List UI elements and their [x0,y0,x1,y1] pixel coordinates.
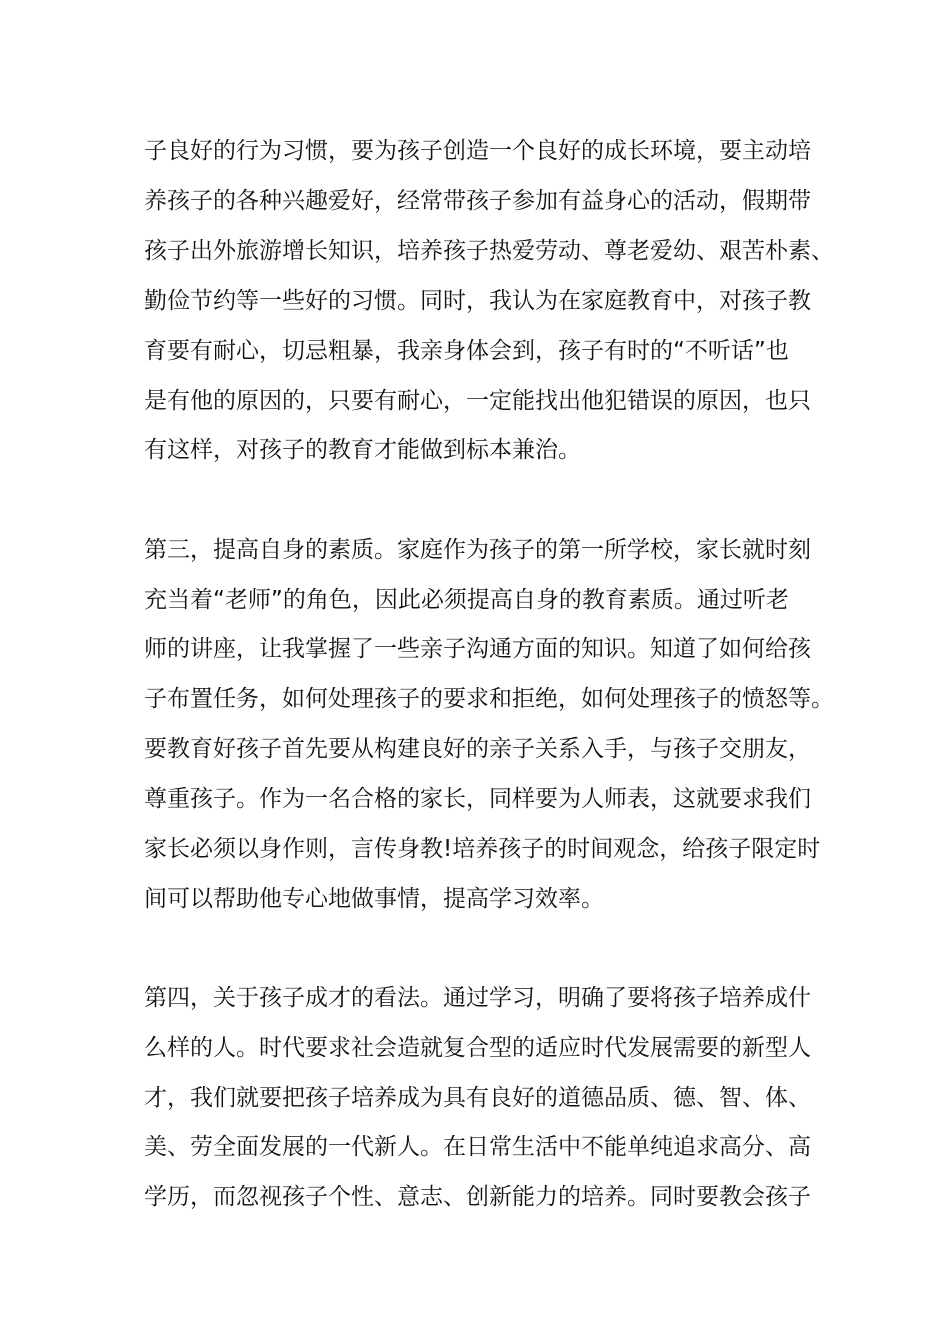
paragraph-2-line-5: 要教育好孩子首先要从构建良好的亲子关系入手，与孩子交朋友， [144,736,811,762]
paragraph-1-line-4: 勤俭节约等一些好的习惯。同时，我认为在家庭教育中，对孩子教 [144,288,811,314]
paragraph-1-line-5: 育要有耐心，切忌粗暴，我亲身体会到，孩子有时的“不听话”也 [144,338,789,364]
paragraph-2-line-7: 家长必须以身作则，言传身教!培养孩子的时间观念，给孩子限定时 [144,836,821,862]
paragraph-1-line-3: 孩子出外旅游增长知识，培养孩子热爱劳动、尊老爱幼、艰苦朴素、 [144,238,834,264]
paragraph-3-line-2: 么样的人。时代要求社会造就复合型的适应时代发展需要的新型人 [144,1035,811,1061]
paragraph-2-line-3: 师的讲座，让我掌握了一些亲子沟通方面的知识。知道了如何给孩 [144,636,811,662]
paragraph-2-line-2: 充当着“老师”的角色，因此必须提高自身的教育素质。通过听老 [144,587,789,613]
paragraph-1-line-2: 养孩子的各种兴趣爱好，经常带孩子参加有益身心的活动，假期带 [144,188,811,214]
paragraph-1-line-6: 是有他的原因的，只要有耐心，一定能找出他犯错误的原因，也只 [144,388,811,414]
paragraph-3-line-5: 学历，而忽视孩子个性、意志、创新能力的培养。同时要教会孩子 [144,1184,811,1210]
paragraph-2-line-4: 子布置任务，如何处理孩子的要求和拒绝，如何处理孩子的愤怒等。 [144,686,834,712]
paragraph-1-line-1: 子良好的行为习惯，要为孩子创造一个良好的成长环境，要主动培 [144,138,811,164]
paragraph-3-line-3: 才，我们就要把孩子培养成为具有良好的道德品质、德、智、体、 [144,1085,811,1111]
paragraph-1-line-7: 有这样，对孩子的教育才能做到标本兼治。 [144,437,581,463]
paragraph-2-line-6: 尊重孩子。作为一名合格的家长，同样要为人师表，这就要求我们 [144,786,811,812]
paragraph-2-line-1: 第三，提高自身的素质。家庭作为孩子的第一所学校，家长就时刻 [144,537,811,563]
paragraph-2-line-8: 间可以帮助他专心地做事情，提高学习效率。 [144,886,604,912]
paragraph-3-line-1: 第四，关于孩子成才的看法。通过学习，明确了要将孩子培养成什 [144,985,811,1011]
paragraph-3-line-4: 美、劳全面发展的一代新人。在日常生活中不能单纯追求高分、高 [144,1134,811,1160]
